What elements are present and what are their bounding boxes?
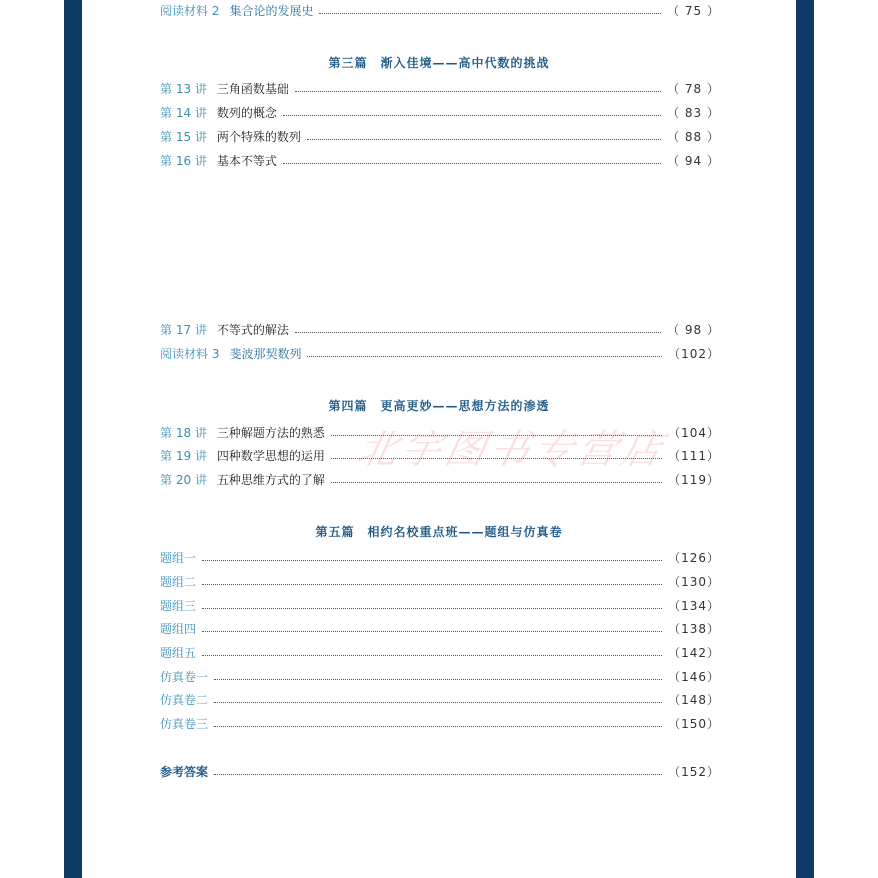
toc-label: 第 20 讲	[160, 472, 207, 487]
toc-page-number: （134）	[668, 598, 720, 613]
dot-leader	[214, 679, 662, 680]
dot-leader	[283, 115, 661, 116]
toc-page-number: （148）	[668, 692, 720, 707]
toc-label: 题组五	[160, 645, 197, 660]
toc-title: 数列的概念	[216, 105, 277, 120]
toc-row	[160, 548, 720, 566]
toc-page-number: （ 98 ）	[667, 322, 720, 337]
toc-label: 第 16 讲	[160, 153, 207, 168]
toc-label: 阅读材料 2	[160, 3, 220, 18]
toc-label: 题组四	[160, 621, 197, 636]
dot-leader	[214, 702, 662, 703]
toc-title: 五种思维方式的了解	[216, 472, 325, 487]
toc-title: 三种解题方法的熟悉	[216, 425, 325, 440]
right-border-bar	[796, 0, 814, 878]
toc-row-answers	[160, 762, 720, 780]
section-heading: 第四篇 更高更妙——思想方法的渗透	[328, 399, 550, 413]
toc-label: 第 14 讲	[160, 105, 207, 120]
toc-row	[160, 714, 720, 732]
toc-label: 第 17 讲	[160, 322, 207, 337]
toc-page-number: （150）	[668, 716, 720, 731]
dot-leader	[214, 774, 662, 775]
dot-leader	[202, 608, 662, 609]
toc-page-number: （ 78 ）	[667, 81, 720, 96]
toc-title: 集合论的发展史	[229, 3, 314, 18]
toc-page-number: （130）	[668, 574, 720, 589]
toc-label: 第 19 讲	[160, 448, 207, 463]
dot-leader	[283, 163, 661, 164]
dot-leader	[319, 13, 661, 14]
toc-page-number: （146）	[668, 669, 720, 684]
toc-title: 不等式的解法	[216, 322, 289, 337]
toc-row	[160, 79, 720, 97]
toc-page-number: （ 94 ）	[667, 153, 720, 168]
toc-row	[160, 151, 720, 169]
toc-row	[160, 667, 720, 685]
toc-row	[160, 344, 720, 362]
watermark: 北宇图书专营店	[352, 427, 671, 473]
toc-label: 仿真卷二	[160, 692, 209, 707]
toc-page-number: （102）	[668, 346, 720, 361]
toc-title: 三角函数基础	[216, 81, 289, 96]
dot-leader	[202, 560, 662, 561]
toc-page-number: （111）	[668, 448, 720, 463]
toc-row	[160, 643, 720, 661]
toc-page-number: （152）	[668, 764, 720, 779]
toc-label: 仿真卷三	[160, 716, 209, 731]
toc-row	[160, 127, 720, 145]
toc-row	[160, 619, 720, 637]
toc-page-number: （142）	[668, 645, 720, 660]
dot-leader	[295, 332, 661, 333]
dot-leader	[214, 726, 662, 727]
toc-label: 阅读材料 3	[160, 346, 220, 361]
toc-label: 题组三	[160, 598, 197, 613]
toc-page-number: （126）	[668, 550, 720, 565]
toc-page-number: （ 75 ）	[667, 3, 720, 18]
toc-page-number: （119）	[668, 472, 720, 487]
dot-leader	[202, 655, 662, 656]
dot-leader	[307, 356, 662, 357]
toc-label: 第 13 讲	[160, 81, 207, 96]
toc-title: 基本不等式	[216, 153, 277, 168]
toc-title: 斐波那契数列	[229, 346, 302, 361]
toc-page	[82, 0, 796, 878]
toc-title: 两个特殊的数列	[216, 129, 301, 144]
toc-label: 第 18 讲	[160, 425, 207, 440]
toc-row	[160, 596, 720, 614]
toc-page-number: （138）	[668, 621, 720, 636]
toc-label: 第 15 讲	[160, 129, 207, 144]
toc-title: 四种数学思想的运用	[216, 448, 325, 463]
dot-leader	[307, 139, 661, 140]
section-heading: 第三篇 渐入佳境——高中代数的挑战	[328, 56, 550, 70]
toc-page-number: （ 88 ）	[667, 129, 720, 144]
toc-label: 题组二	[160, 574, 197, 589]
toc-row	[160, 320, 720, 338]
toc-page-number: （104）	[668, 425, 720, 440]
section-heading: 第五篇 相约名校重点班——题组与仿真卷	[315, 525, 563, 539]
toc-row	[160, 1, 720, 19]
toc-row	[160, 103, 720, 121]
dot-leader	[331, 482, 662, 483]
dot-leader	[295, 91, 661, 92]
toc-label: 参考答案	[160, 764, 209, 779]
toc-page-number: （ 83 ）	[667, 105, 720, 120]
toc-label: 仿真卷一	[160, 669, 209, 684]
toc-label: 题组一	[160, 550, 197, 565]
toc-row	[160, 690, 720, 708]
dot-leader	[202, 631, 662, 632]
dot-leader	[202, 584, 662, 585]
toc-row	[160, 572, 720, 590]
left-border-bar	[64, 0, 82, 878]
